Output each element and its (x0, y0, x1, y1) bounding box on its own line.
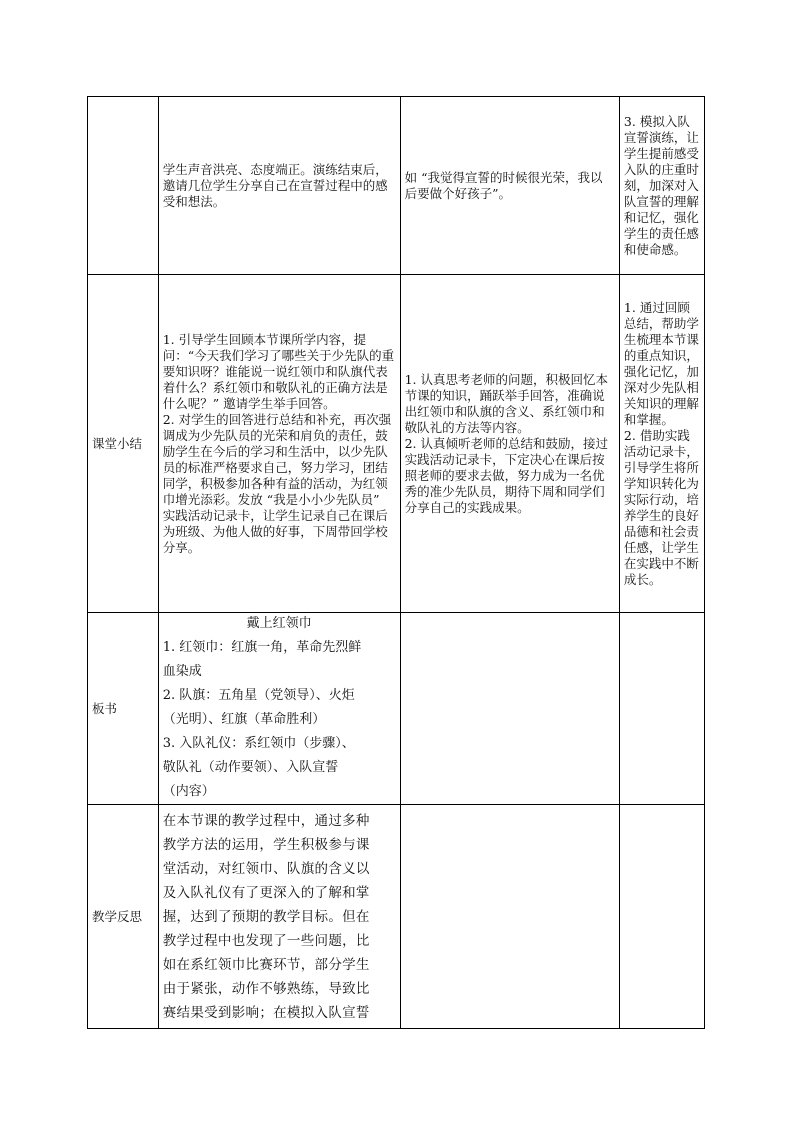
reflection-line: 及入队礼仪有了更深入的了解和掌 (162, 884, 370, 901)
design-intent-cell (619, 275, 704, 613)
reflection-line: 由于紧张，动作不够熟练，导致比 (162, 980, 370, 997)
reflection-line: 教学过程中也发现了一些问题，比 (162, 932, 370, 949)
teacher-activity-text: 1. 引导学生回顾本节课所学内容，提问：“今天我们学习了哪些关于少先队的重要知识呀？谁能说一说红领巾和队旗代表着什么？系红领巾和敬队礼的正确方法是什么呢？” 邀请学生举手回答。 2. 对学生的回答进行总结和补充，再次强调成为少先队员的光荣和肩负的责任，鼓励学生在今后的学习和生活中，以少先队员的标准严格要求自己，努力学习，团结同学，积极参加各种有益的活动，为红领巾增光添彩。发放 “我是小小少先队员” 实践活动记录卡，让学生记录自己在课后为班级、为他人做的好事，下周带回学校分享。 (162, 331, 395, 555)
teacher-activity-cell (158, 275, 400, 613)
table-row (88, 97, 705, 275)
teacher-activity-text: 学生声音洪亮、态度端正。演练结束后，邀请几位学生分享自己在宣誓过程中的感受和想法。 (162, 161, 388, 209)
teacher-activity-cell (158, 97, 400, 275)
reflection-line: 堂活动，对红领巾、队旗的含义以 (162, 860, 370, 877)
row-label-board: 板书 (92, 700, 118, 716)
table-row (88, 275, 705, 613)
design-intent-text: 1. 通过回顾总结，帮助学生梳理本节课的重点知识，强化记忆，加深对少先队相关知识的理解和掌握。 2. 借助实践活动记录卡，引导学生将所学知识转化为实际行动，培养学生的良好品德和社会责任感，让学生在实践中不断成长。 (623, 299, 699, 587)
reflection-line: 教学方法的运用，学生积极参与课 (162, 836, 370, 853)
design-intent-cell (619, 97, 704, 275)
board-cell (158, 613, 400, 805)
row-label-reflection: 教学反思 (92, 908, 143, 924)
board-line: 3. 入队礼仪：系红领巾（步骤）、 (162, 735, 355, 751)
reflection-line: 如在系红领巾比赛环节，部分学生 (162, 956, 370, 973)
board-line: （光明）、红旗（革命胜利） (162, 711, 326, 727)
design-intent-text: 3. 模拟入队宣誓演练，让学生提前感受入队的庄重时刻，加深对入队宣誓的理解和记忆，强化学生的责任感和使命感。 (623, 113, 699, 257)
reflection-cell (158, 805, 400, 1029)
student-activity-cell (400, 275, 619, 613)
student-activity-text: 如 “我觉得宣誓的时候很光荣，我以后要做个好孩子”。 (404, 169, 603, 201)
row-label-cell (88, 97, 159, 275)
row-label-summary: 课堂小结 (92, 435, 143, 451)
row-label-cell (88, 275, 159, 613)
board-line: 血染成 (162, 663, 202, 679)
empty-cell (619, 613, 704, 805)
board-line: （内容） (162, 783, 215, 799)
reflection-line: 赛结果受到影响；在模拟入队宣誓 (162, 1004, 370, 1021)
lesson-plan-table (87, 96, 705, 1029)
board-line: 1. 红领巾：红旗一角，革命先烈鲜 (162, 639, 362, 655)
student-activity-text: 1. 认真思考老师的问题，积极回忆本节课的知识，踊跃举手回答，准确说出红领巾和队旗的含义、系红领巾和敬队礼的方法等内容。 2. 认真倾听老师的总结和鼓励，接过实践活动记录卡，下定决心在课后按照老师的要求去做，努力成为一名优秀的准少先队员，期待下周和同学们分享自己的实践成果。 (404, 371, 608, 515)
reflection-line: 在本节课的教学过程中，通过多种 (162, 812, 370, 829)
empty-cell (400, 613, 619, 805)
empty-cell (619, 805, 704, 1029)
table-row (88, 613, 705, 805)
student-activity-cell (400, 97, 619, 275)
table-row (88, 805, 705, 1029)
reflection-line: 握，达到了预期的教学目标。但在 (162, 908, 370, 925)
row-label-cell (88, 613, 159, 805)
board-line: 2. 队旗：五角星（党领导）、火炬 (162, 687, 355, 703)
board-title: 戴上红领巾 (246, 615, 312, 631)
board-line: 敬队礼（动作要领）、入队宣誓 (162, 759, 339, 775)
empty-cell (400, 805, 619, 1029)
row-label-cell (88, 805, 159, 1029)
